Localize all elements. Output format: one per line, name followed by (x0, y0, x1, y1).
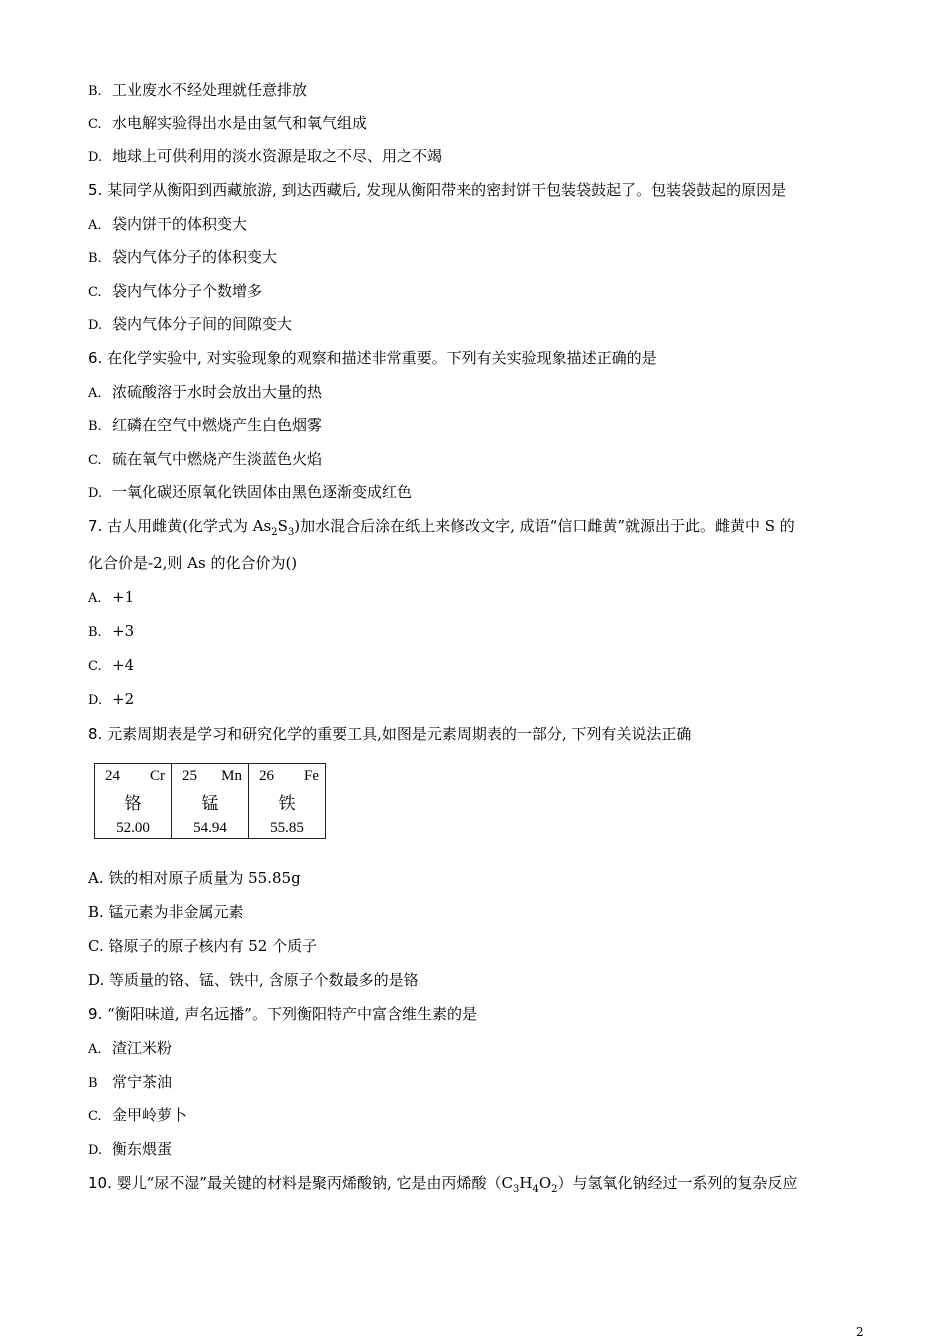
question-10 (88, 1173, 798, 1193)
question-text: O (538, 1174, 552, 1192)
question-7 (88, 516, 795, 536)
option-letter: D. (88, 150, 103, 165)
q9-option-d[interactable] (88, 1139, 172, 1161)
page-number: 2 (856, 1325, 864, 1339)
question-text: 元素周期表是学习和研究化学的重要工具,如图是元素周期表的一部分, 下列有关说法正确 (102, 725, 692, 743)
q7-option-d[interactable] (88, 689, 134, 711)
question-text: 在化学实验中, 对实验现象的观察和描述非常重要。下列有关实验现象描述正确的是 (102, 349, 657, 367)
option-text: 红磷在空气中燃烧产生白色烟雾 (112, 416, 323, 434)
option-text: +1 (112, 588, 135, 606)
atomic-number: 24 (105, 768, 120, 784)
q6-option-c[interactable] (88, 449, 322, 471)
option-letter: B (88, 1076, 98, 1091)
subscript: 3 (512, 1184, 520, 1195)
option-letter: A. (88, 591, 102, 606)
option-letter: B. (88, 84, 102, 99)
q5-option-c[interactable] (88, 281, 262, 303)
question-text: 某同学从衡阳到西藏旅游, 到达西藏后, 发现从衡阳带来的密封饼干包装袋鼓起了。包装袋鼓起的原因是 (102, 181, 787, 199)
option-letter: D. (88, 1143, 103, 1158)
option-text: 工业废水不经处理就任意排放 (112, 81, 308, 99)
option-text: 一氧化碳还原氧化铁固体由黑色逐渐变成红色 (112, 483, 413, 501)
question-number: 7. (88, 517, 103, 535)
question-9 (88, 1004, 477, 1024)
element-cell-mn (172, 764, 249, 839)
option-text: +3 (112, 622, 135, 640)
option-text: 硫在氧气中燃烧产生淡蓝色火焰 (112, 450, 323, 468)
q8-option-c[interactable]: C. 铬原子的原子核内有 52 个质子 (88, 937, 318, 955)
q6-option-b[interactable] (88, 415, 322, 437)
q8-option-b[interactable]: B. 锰元素为非金属元素 (88, 903, 244, 921)
atomic-mass: 52.00 (116, 820, 150, 836)
q6-option-d[interactable] (88, 482, 412, 504)
option-text: 渣江米粉 (112, 1039, 173, 1057)
question-5 (88, 180, 786, 200)
q7-option-c[interactable] (88, 655, 134, 677)
atomic-mass: 54.94 (193, 820, 227, 836)
q4-option-d[interactable] (88, 146, 442, 168)
q9-option-c[interactable] (88, 1105, 187, 1127)
q5-option-d[interactable] (88, 314, 292, 336)
option-letter: C. (88, 1109, 102, 1124)
option-letter: C. (88, 117, 102, 132)
option-text: 衡东煨蛋 (112, 1140, 173, 1158)
question-6 (88, 348, 657, 368)
subscript: 4 (532, 1184, 539, 1195)
option-letter: A. (88, 386, 102, 401)
question-7-line-2 (88, 553, 297, 573)
option-text: 常宁茶油 (112, 1073, 173, 1091)
subscript: 2 (551, 1184, 558, 1195)
option-letter: C. (88, 659, 102, 674)
element-symbol: Cr (150, 768, 165, 784)
option-letter: D. (88, 693, 103, 708)
question-number: 5. (88, 181, 103, 199)
q4-option-b[interactable] (88, 80, 307, 102)
option-text: +2 (112, 690, 135, 708)
q4-option-c[interactable] (88, 113, 367, 135)
element-cell-cr (95, 764, 172, 839)
q8-option-d[interactable]: D. 等质量的铬、锰、铁中, 含原子个数最多的是铬 (88, 971, 419, 989)
atomic-mass: 55.85 (270, 820, 304, 836)
option-text: 水电解实验得出水是由氢气和氧气组成 (112, 114, 368, 132)
q9-option-b[interactable] (88, 1072, 172, 1094)
question-number: 8. (88, 725, 103, 743)
question-text: “衡阳味道, 声名远播”。下列衡阳特产中富含维生素的是 (102, 1005, 477, 1023)
option-letter: B. (88, 625, 102, 640)
periodic-table-fragment (94, 763, 326, 839)
element-symbol: Mn (221, 768, 242, 784)
question-8 (88, 724, 691, 744)
option-letter: D. (88, 318, 103, 333)
option-text: 金甲岭萝卜 (112, 1106, 188, 1124)
element-name: 锰 (201, 794, 219, 814)
question-text: 婴儿“尿不湿”最关键的材料是聚丙烯酸钠, 它是由丙烯酸（C (111, 1174, 513, 1192)
option-text: +4 (112, 656, 135, 674)
q5-option-a[interactable] (88, 214, 247, 236)
element-cell-fe (249, 764, 326, 839)
question-number: 9. (88, 1005, 103, 1023)
option-letter: A. (88, 218, 102, 233)
question-text: 古人用雌黄(化学式为 As (102, 517, 272, 535)
option-letter: A. (88, 1042, 102, 1057)
q8-option-a[interactable]: A. 铁的相对原子质量为 55.85g (88, 869, 301, 887)
element-symbol: Fe (304, 768, 319, 784)
option-text: 袋内气体分子间的间隙变大 (112, 315, 293, 333)
option-text: 地球上可供利用的淡水资源是取之不尽、用之不竭 (112, 147, 443, 165)
q9-option-a[interactable] (88, 1038, 172, 1060)
subscript: 3 (287, 527, 295, 538)
atomic-number: 25 (182, 768, 197, 784)
q7-option-b[interactable] (88, 621, 134, 643)
question-text: H (519, 1174, 533, 1192)
option-letter: B. (88, 251, 102, 266)
question-text: 化合价是-2,则 As 的化合价为() (88, 554, 298, 572)
question-text: )加水混合后涂在纸上来修改文字, 成语“信口雌黄”就源出于此。雌黄中 S 的 (294, 517, 795, 535)
element-name: 铁 (278, 794, 296, 814)
option-letter: D. (88, 486, 103, 501)
question-number: 6. (88, 349, 103, 367)
element-name: 铬 (124, 794, 142, 814)
question-text: ）与氢氧化钠经过一系列的复杂反应 (557, 1174, 798, 1192)
option-text: 浓硫酸溶于水时会放出大量的热 (112, 383, 323, 401)
option-letter: C. (88, 453, 102, 468)
question-number: 10. (88, 1174, 112, 1192)
option-letter: C. (88, 285, 102, 300)
option-text: 袋内饼干的体积变大 (112, 215, 248, 233)
q6-option-a[interactable] (88, 382, 322, 404)
option-text: 袋内气体分子的体积变大 (112, 248, 278, 266)
subscript: 2 (271, 527, 278, 538)
q7-option-a[interactable] (88, 587, 134, 609)
question-text: S (277, 517, 288, 535)
option-text: 袋内气体分子个数增多 (112, 282, 263, 300)
q5-option-b[interactable] (88, 247, 277, 269)
atomic-number: 26 (259, 768, 274, 784)
option-letter: B. (88, 419, 102, 434)
